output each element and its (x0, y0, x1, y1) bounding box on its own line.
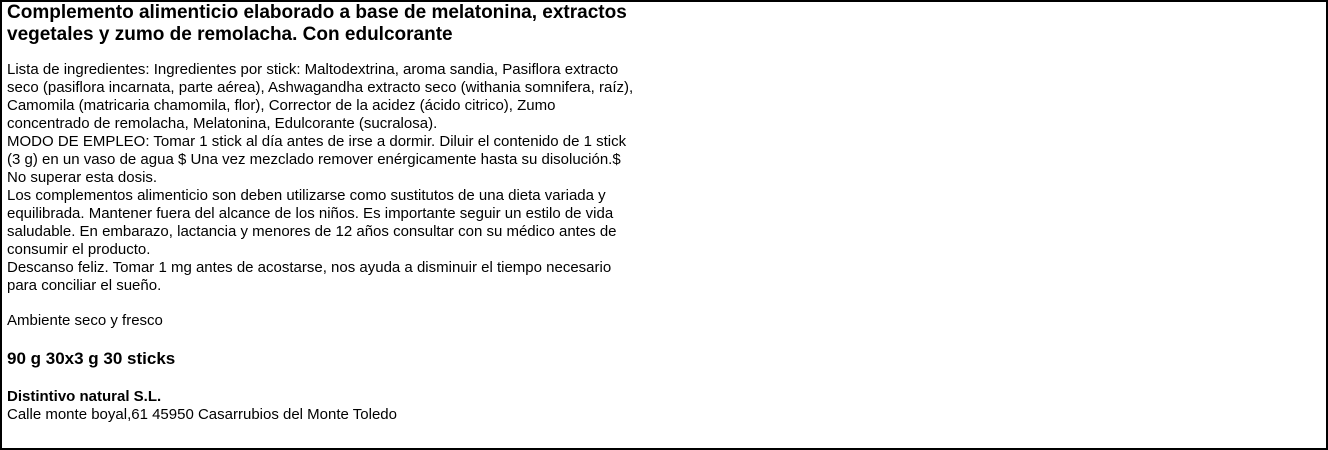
claim-line: Descanso feliz. Tomar 1 mg antes de acostarse, nos ayuda a disminuir el tiempo necesario (7, 259, 612, 276)
ingredients-line: Lista de ingredientes: Ingredientes por stick: Maltodextrina, aroma sandia, Pasiflora extracto (7, 61, 619, 78)
product-label (7, 2, 667, 424)
health-claim (7, 259, 667, 295)
usage-instructions (7, 133, 667, 187)
storage-conditions: Ambiente seco y fresco (7, 312, 163, 329)
title-line: vegetales y zumo de remolacha. Con edulcorante (7, 24, 453, 45)
warnings (7, 187, 667, 259)
ingredients-list (7, 61, 667, 133)
usage-line: No superar esta dosis. (7, 169, 158, 186)
warning-line: equilibrada. Mantener fuera del alcance de los niños. Es importante seguir un estilo de vida (7, 205, 614, 222)
company-address: Calle monte boyal,61 45950 Casarrubios del Monte Toledo (7, 406, 397, 423)
title-line: Complemento alimenticio elaborado a base de melatonina, extractos (7, 2, 627, 23)
warning-line: saludable. En embarazo, lactancia y menores de 12 años consultar con su médico antes de (7, 223, 617, 240)
ingredients-line: seco (pasiflora incarnata, parte aérea), Ashwagandha extracto seco (withania somnifera, raíz), (7, 79, 634, 96)
warning-line: consumir el producto. (7, 241, 151, 258)
usage-line: MODO DE EMPLEO: Tomar 1 stick al día antes de irse a dormir. Diluir el contenido de 1 stick (7, 133, 627, 150)
usage-line: (3 g) en un vaso de agua $ Una vez mezclado remover enérgicamente hasta su disolución.$ (7, 151, 621, 168)
ingredients-line: Camomila (matricaria chamomila, flor), Corrector de la acidez (ácido citrico), Zumo (7, 97, 556, 114)
company-name: Distintivo natural S.L. (7, 388, 162, 405)
warning-line: Los complementos alimenticio son deben utilizarse como sustitutos de una dieta variada y (7, 187, 606, 204)
ingredients-line: concentrado de remolacha, Melatonina, Edulcorante (sucralosa). (7, 115, 438, 132)
net-quantity: 90 g 30x3 g 30 sticks (7, 349, 176, 368)
claim-line: para conciliar el sueño. (7, 277, 162, 294)
product-title (7, 2, 667, 46)
